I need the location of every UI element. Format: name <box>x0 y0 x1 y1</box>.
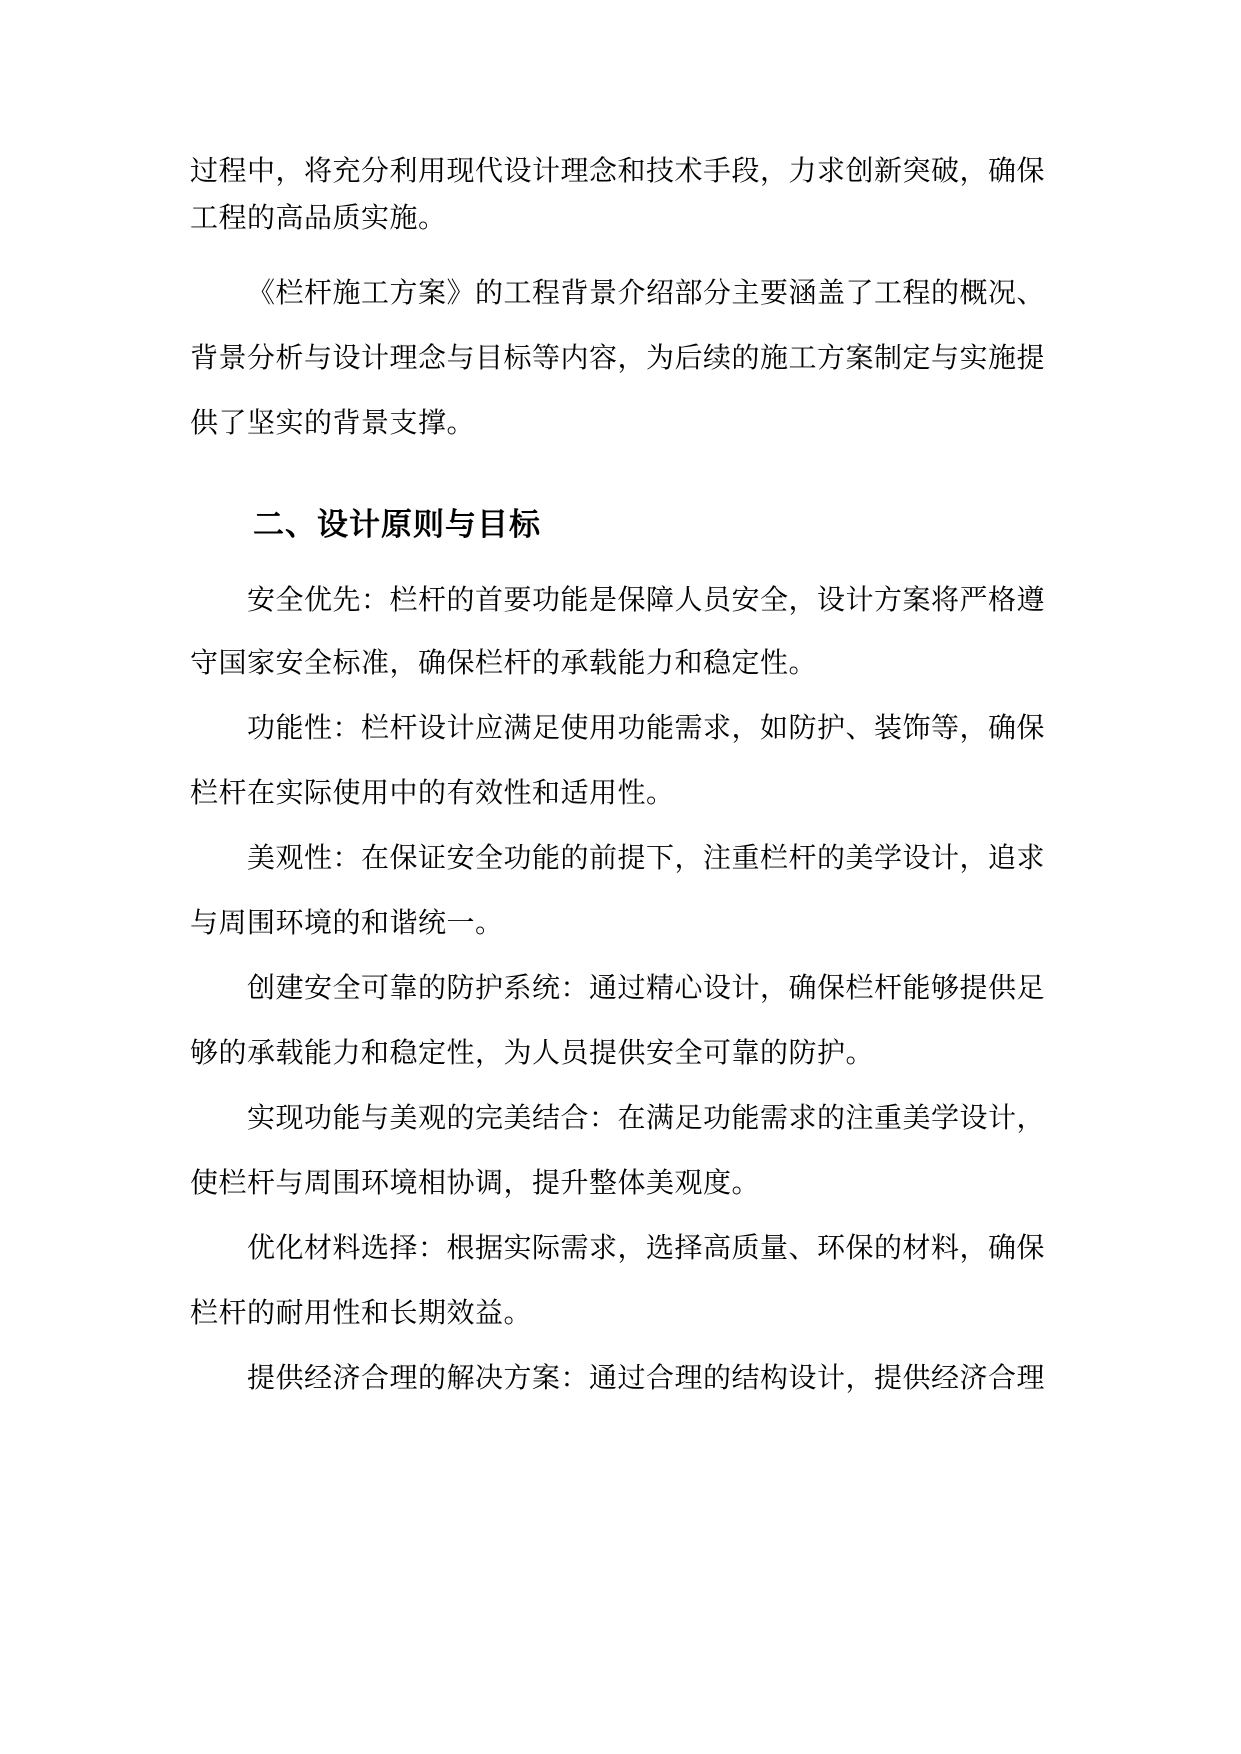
body-text-line: 够的承载能力和稳定性，为人员提供安全可靠的防护。 <box>190 1036 875 1069</box>
paragraph-first-line: 功能性：栏杆设计应满足使用功能需求，如防护、装饰等，确保 <box>247 711 1046 744</box>
body-text-line: 使栏杆与周围环境相协调，提升整体美观度。 <box>190 1166 761 1199</box>
paragraph-first-line: 创建安全可靠的防护系统：通过精心设计，确保栏杆能够提供足 <box>247 971 1046 1004</box>
section-heading: 二、设计原则与目标 <box>253 507 541 543</box>
paragraph-first-line: 美观性：在保证安全功能的前提下，注重栏杆的美学设计，追求 <box>247 841 1046 874</box>
body-text-line: 工程的高品质实施。 <box>190 201 447 234</box>
body-text-line: 背景分析与设计理念与目标等内容，为后续的施工方案制定与实施提 <box>190 341 1046 374</box>
body-text-line: 与周围环境的和谐统一。 <box>190 906 504 939</box>
paragraph-first-line: 《栏杆施工方案》的工程背景介绍部分主要涵盖了工程的概况、 <box>247 276 1046 309</box>
body-text-line: 供了坚实的背景支撑。 <box>190 406 476 439</box>
body-text-line: 栏杆在实际使用中的有效性和适用性。 <box>190 776 675 809</box>
paragraph-first-line: 实现功能与美观的完美结合：在满足功能需求的注重美学设计， <box>247 1101 1046 1134</box>
body-text-line: 守国家安全标准，确保栏杆的承载能力和稳定性。 <box>190 646 818 679</box>
paragraph-first-line: 安全优先：栏杆的首要功能是保障人员安全，设计方案将严格遵 <box>247 583 1046 616</box>
paragraph-first-line: 提供经济合理的解决方案：通过合理的结构设计，提供经济合理 <box>247 1361 1046 1394</box>
body-text-line: 栏杆的耐用性和长期效益。 <box>190 1296 533 1329</box>
body-text-line: 过程中，将充分利用现代设计理念和技术手段，力求创新突破，确保 <box>190 154 1046 187</box>
paragraph-first-line: 优化材料选择：根据实际需求，选择高质量、环保的材料，确保 <box>247 1231 1046 1264</box>
